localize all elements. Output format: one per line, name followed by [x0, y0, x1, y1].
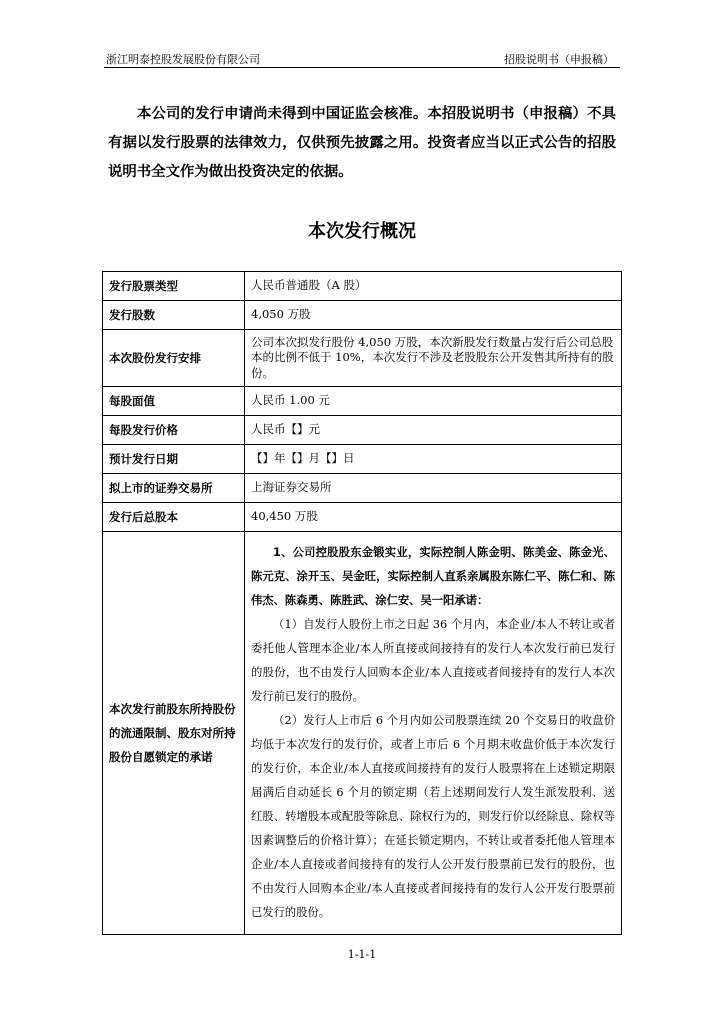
row-value: 【】年【】月【】日 [245, 445, 622, 474]
table-row [103, 301, 622, 330]
page-header [104, 51, 620, 68]
page-number: 1-1-1 [347, 948, 377, 961]
lockup-label: 本次发行前股东所持股份的流通限制、股东对所持股份自愿锁定的承诺 [103, 532, 245, 935]
row-value: 人民币 1.00 元 [245, 387, 622, 416]
table-row [103, 272, 622, 301]
offering-summary-table [102, 271, 622, 935]
table-row [103, 416, 622, 445]
lockup-paragraph-1: 1、公司控股股东金锻实业，实际控制人陈金明、陈美金、陈金光、陈元克、涂开玉、吴金旺，实际控制人直系亲属股东陈仁平、陈仁和、陈伟杰、陈森勇、陈胜武、涂仁安、吴一阳承诺： [251, 546, 615, 607]
disclaimer-notice: 本公司的发行申请尚未得到中国证监会核准。本招股说明书（申报稿）不具有据以发行股票的法律效力，仅供预先披露之用。投资者应当以正式公告的招股说明书全文作为做出投资决定的依据。 [108, 106, 616, 180]
row-label: 预计发行日期 [103, 445, 245, 474]
section-title: 本次发行概况 [308, 221, 416, 242]
row-label: 发行股票类型 [103, 272, 245, 301]
row-value: 40,450 万股 [245, 503, 622, 532]
row-label: 本次股份发行安排 [103, 330, 245, 387]
lockup-paragraph-2: （1）自发行人股份上市之日起 36 个月内，本企业/本人不转让或者委托他人管理本企业/本人所直接或间接持有的发行人本次发行前已发行的股份，也不由发行人回购本企业/本人直接或者间接持有的发行人本次发行前已发行的股份。 [251, 618, 615, 703]
row-value: 上海证券交易所 [245, 474, 622, 503]
row-value: 4,050 万股 [245, 301, 622, 330]
lockup-paragraph-3: （2）发行人上市后 6 个月内如公司股票连续 20 个交易日的收盘价均低于本次发行的发行价，或者上市后 6 个月期末收盘价低于本次发行的发行价，本企业/本人直接或间接持有的发行人股票将在上述锁定期限届满后自动延长 6 个月的锁定期（若上述期间发行人发生派发股利、送红股、转增股本或配股等除息、除权行为的，则发行价以经除息、除权等因素调整后的价格计算）；在延长锁定期内，不转让或者委托他人管理本企业/本人直接或者间接持有的发行人公开发行股票前已发行的股份，也不由发行人回购本企业/本人直接或者间接持有的发行人公开发行股票前已发行的股份。 [251, 714, 615, 919]
table-row [103, 474, 622, 503]
row-label: 发行后总股本 [103, 503, 245, 532]
header-doc-title: 招股说明书（申报稿） [504, 53, 614, 66]
row-value: 公司本次拟发行股份 4,050 万股，本次新股发行数量占发行后公司总股本的比例不低于 10%，本次发行不涉及老股股东公开发售其所持有的股份。 [245, 330, 622, 387]
row-label: 每股发行价格 [103, 416, 245, 445]
table-row [103, 503, 622, 532]
row-value: 人民币普通股（A 股） [245, 272, 622, 301]
table-row [103, 330, 622, 387]
lockup-commitments [245, 532, 622, 935]
row-value: 人民币【】元 [245, 416, 622, 445]
row-label: 发行股数 [103, 301, 245, 330]
row-label: 拟上市的证券交易所 [103, 474, 245, 503]
table-row [103, 387, 622, 416]
table-row [103, 532, 622, 935]
row-label: 每股面值 [103, 387, 245, 416]
header-company: 浙江明泰控股发展股份有限公司 [106, 53, 260, 66]
table-row [103, 445, 622, 474]
